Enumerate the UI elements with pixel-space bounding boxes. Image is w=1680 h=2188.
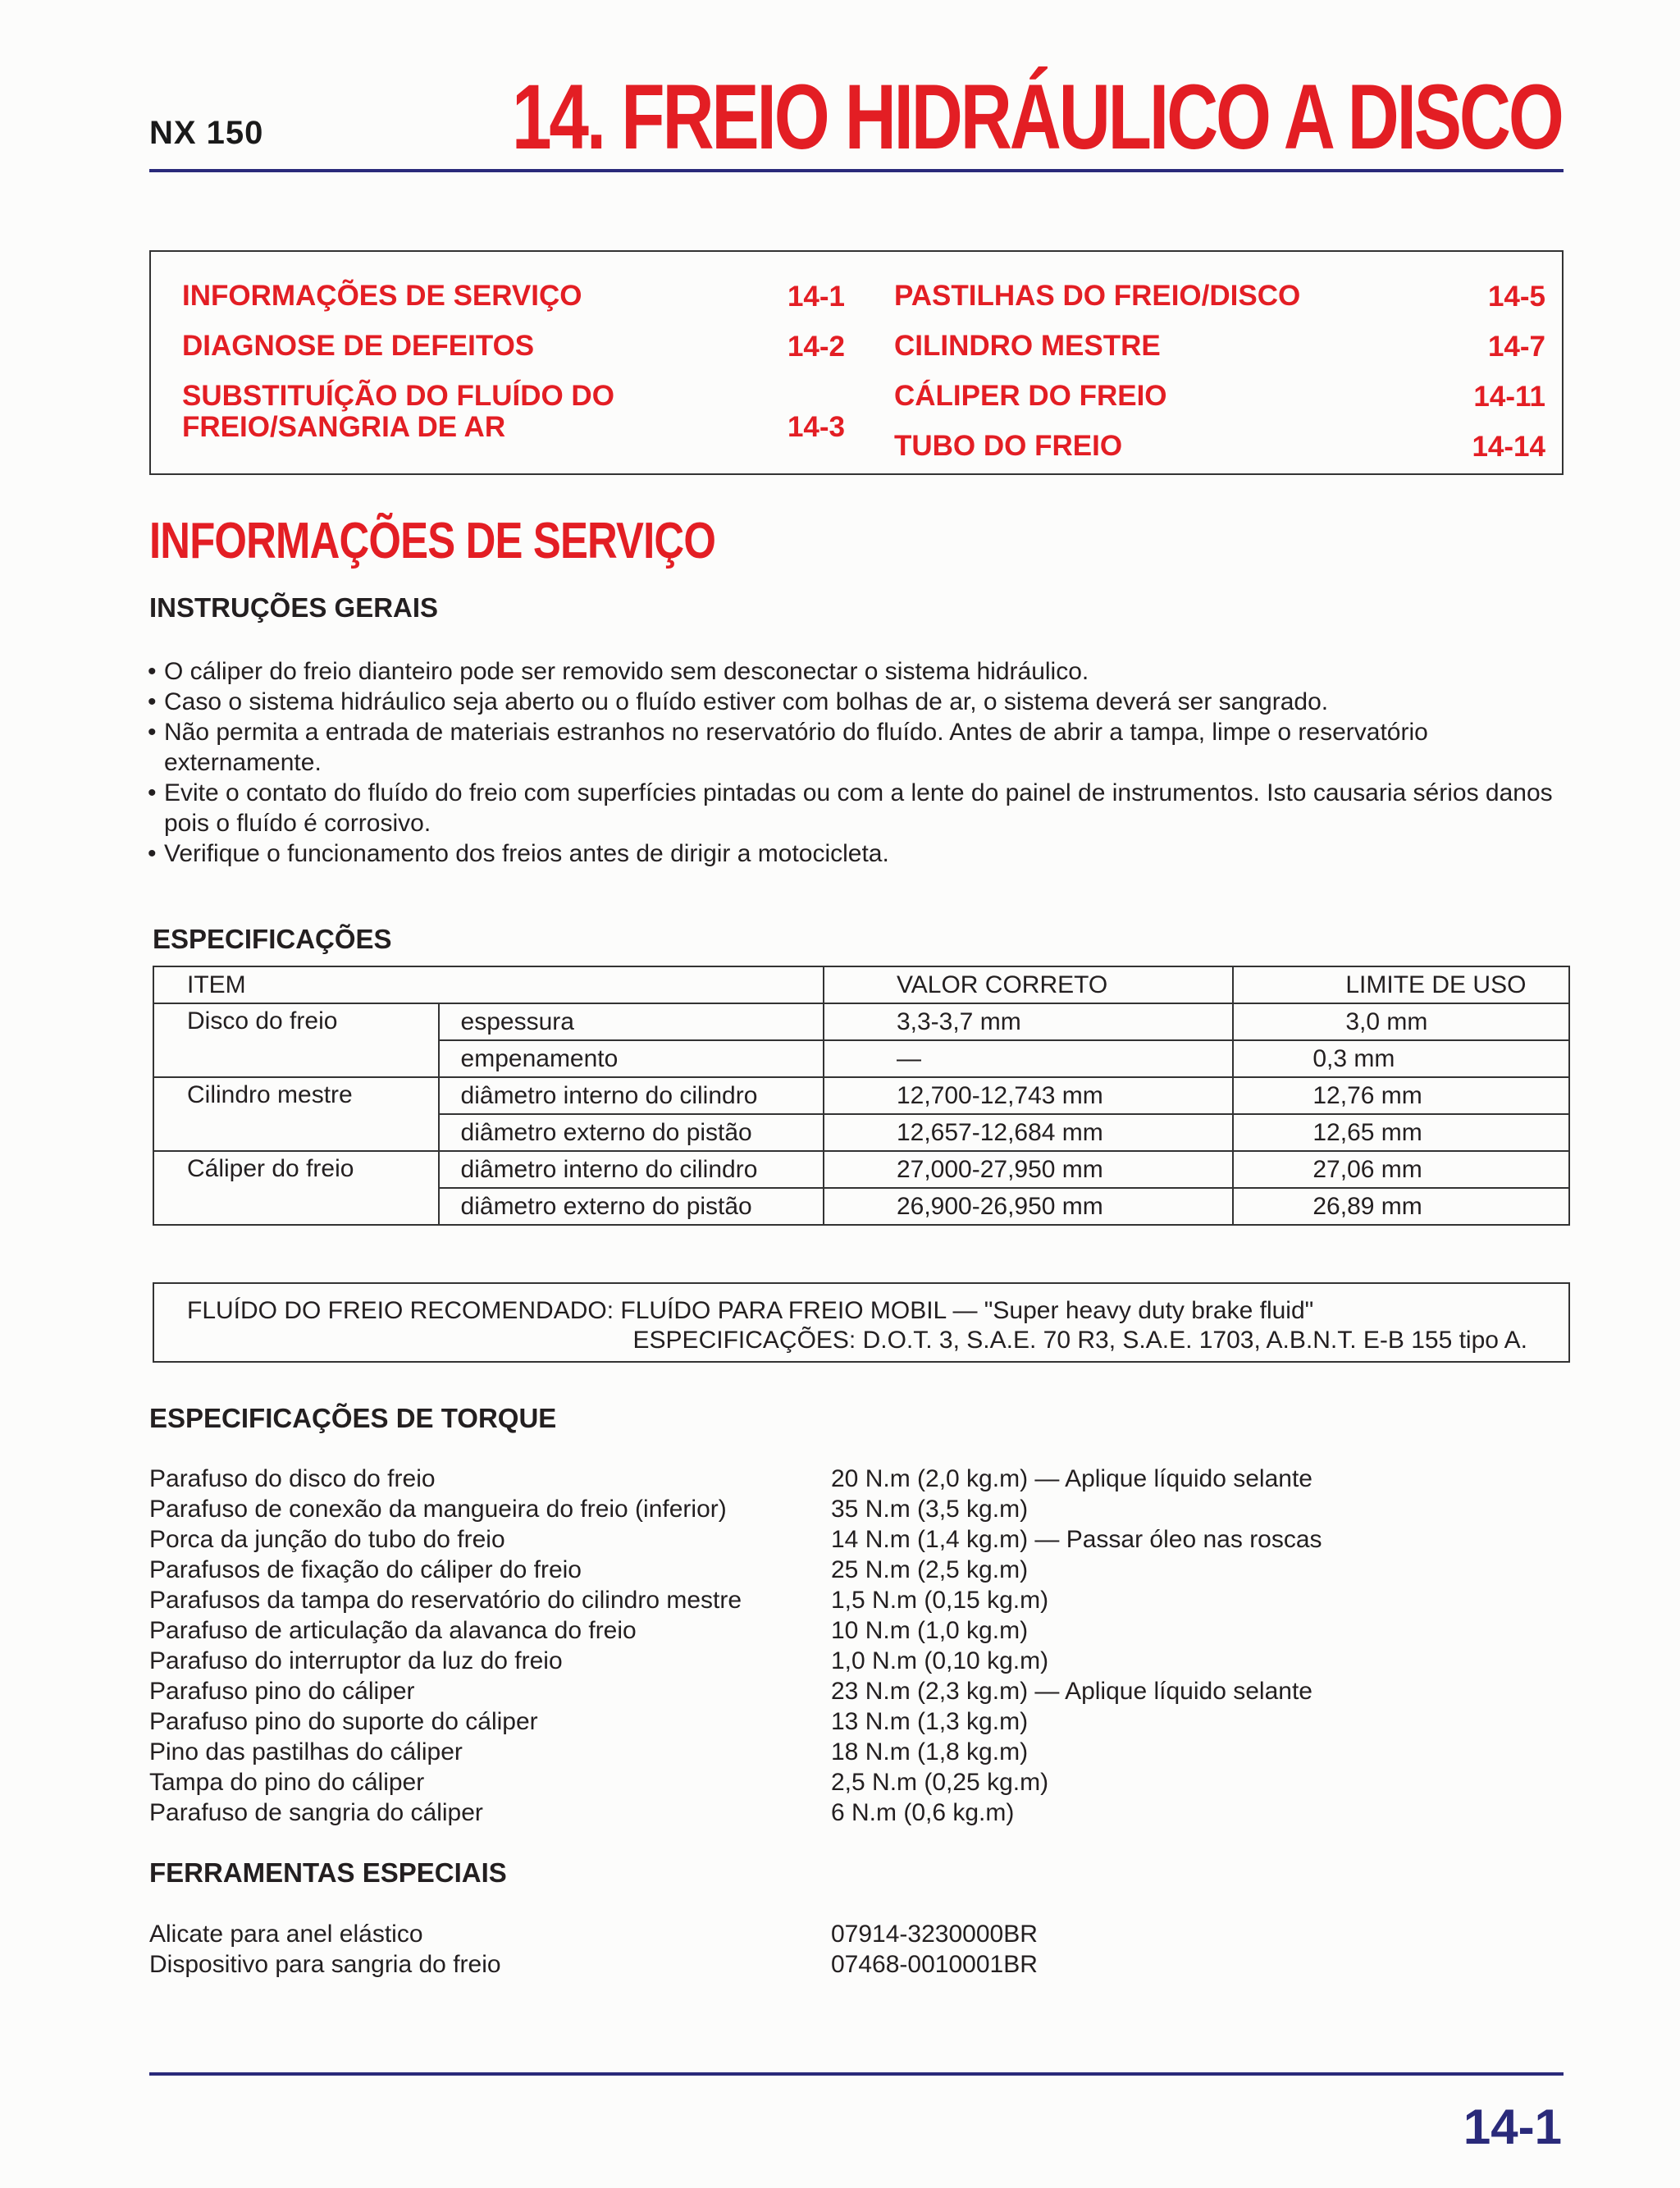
list-item: • Evite o contato do fluído do freio com superfícies pintadas ou com a lente do painel de instrumentos. Isto causaria sérios danos pois o fluído é corrosivo. — [148, 778, 1575, 838]
spec-param: diâmetro externo do pistão — [439, 1188, 824, 1225]
list-item: • Verifique o funcionamento dos freios antes de dirigir a motocicleta. — [148, 838, 1575, 869]
torque-item-value: 14 N.m (1,4 kg.m) — Passar óleo nas roscas — [831, 1526, 1322, 1553]
torque-item-value: 18 N.m (1,8 kg.m) — [831, 1738, 1029, 1765]
toc-page: 14-14 — [1472, 431, 1545, 463]
footer-rule — [149, 2072, 1564, 2076]
torque-item-name: Parafuso de sangria do cáliper — [149, 1799, 483, 1826]
spec-item: Cilindro mestre — [153, 1077, 439, 1151]
chapter-title: 14. FREIO HIDRÁULICO A DISCO — [512, 66, 1562, 168]
column-header-item: ITEM — [153, 966, 824, 1003]
spec-limit: 12,76 mm — [1233, 1077, 1569, 1114]
torque-values — [831, 1464, 1569, 1828]
tool-code: 07468-0010001BR — [831, 1951, 1038, 1978]
table-row — [153, 1003, 1569, 1040]
fluid-specifications: ESPECIFICAÇÕES: D.O.T. 3, S.A.E. 70 R3, S.A.E. 1703, A.B.N.T. E-B 155 tipo A. — [632, 1327, 1527, 1354]
tool-code: 07914-3230000BR — [831, 1921, 1038, 1948]
torque-item-name: Parafuso de articulação da alavanca do freio — [149, 1617, 637, 1644]
spec-correct: 26,900-26,950 mm — [824, 1188, 1233, 1225]
torque-item-value: 20 N.m (2,0 kg.m) — Aplique líquido selante — [831, 1465, 1312, 1492]
spec-limit: 0,3 mm — [1233, 1040, 1569, 1077]
spec-item: Cáliper do freio — [153, 1151, 439, 1225]
page-number: 14-1 — [1463, 2099, 1562, 2154]
tool-codes — [831, 1919, 1323, 1980]
torque-item-name: Tampa do pino do cáliper — [149, 1769, 425, 1796]
spec-correct: 12,657-12,684 mm — [824, 1114, 1233, 1151]
spec-item: Disco do freio — [153, 1003, 439, 1077]
toc-item-master-cylinder[interactable]: CILINDRO MESTRE — [894, 330, 1161, 362]
spec-param: diâmetro interno do cilindro — [439, 1077, 824, 1114]
recommended-fluid-box — [153, 1282, 1570, 1363]
toc-page: 14-5 — [1487, 281, 1545, 313]
spec-correct: — — [824, 1040, 1233, 1077]
toc-item-caliper[interactable]: CÁLIPER DO FREIO — [894, 380, 1167, 412]
torque-item-value: 13 N.m (1,3 kg.m) — [831, 1708, 1029, 1735]
spec-param: diâmetro interno do cilindro — [439, 1151, 824, 1188]
spec-param: diâmetro externo do pistão — [439, 1114, 824, 1151]
toc-page: 14-11 — [1473, 381, 1545, 413]
header-rule — [149, 169, 1564, 172]
torque-item-value: 10 N.m (1,0 kg.m) — [831, 1617, 1029, 1644]
toc-page: 14-7 — [1487, 331, 1545, 363]
torque-item-name: Parafuso do disco do freio — [149, 1465, 436, 1492]
spec-param: empenamento — [439, 1040, 824, 1077]
tool-names — [149, 1919, 822, 1980]
toc-item-troubleshooting[interactable]: DIAGNOSE DE DEFEITOS — [182, 330, 535, 362]
torque-item-name: Parafuso de conexão da mangueira do freio (inferior) — [149, 1496, 727, 1523]
toc-page: 14-1 — [787, 281, 845, 313]
special-tools-heading: FERRAMENTAS ESPECIAIS — [149, 1857, 507, 1888]
specifications-heading: ESPECIFICAÇÕES — [153, 924, 392, 954]
torque-names — [149, 1464, 822, 1828]
spec-correct: 3,3-3,7 mm — [824, 1003, 1233, 1040]
column-header-correct: VALOR CORRETO — [824, 966, 1233, 1003]
spec-limit: 12,65 mm — [1233, 1114, 1569, 1151]
torque-item-value: 23 N.m (2,3 kg.m) — Aplique líquido selante — [831, 1678, 1312, 1705]
list-item: • Não permita a entrada de materiais estranhos no reservatório do fluído. Antes de abrir a tampa, limpe o reservatório externamente. — [148, 717, 1575, 778]
torque-item-value: 6 N.m (0,6 kg.m) — [831, 1799, 1015, 1826]
torque-heading: ESPECIFICAÇÕES DE TORQUE — [149, 1403, 557, 1433]
table-row — [153, 1151, 1569, 1188]
torque-item-name: Parafusos da tampa do reservatório do cilindro mestre — [149, 1587, 742, 1614]
section-title: INFORMAÇÕES DE SERVIÇO — [149, 513, 716, 569]
spec-param: espessura — [439, 1003, 824, 1040]
column-header-limit: LIMITE DE USO — [1233, 966, 1569, 1003]
toc-item-pads-disc[interactable]: PASTILHAS DO FREIO/DISCO — [894, 280, 1301, 312]
toc-page: 14-2 — [787, 331, 845, 363]
torque-item-value: 25 N.m (2,5 kg.m) — [831, 1556, 1029, 1583]
tool-name: Dispositivo para sangria do freio — [149, 1951, 501, 1978]
spec-limit: 27,06 mm — [1233, 1151, 1569, 1188]
chapter-contents-box — [149, 250, 1564, 475]
list-item: • O cáliper do freio dianteiro pode ser removido sem desconectar o sistema hidráulico. — [148, 656, 1575, 687]
torque-item-value: 35 N.m (3,5 kg.m) — [831, 1496, 1029, 1523]
spec-limit: 26,89 mm — [1233, 1188, 1569, 1225]
instructions-list — [148, 656, 1575, 869]
spec-correct: 27,000-27,950 mm — [824, 1151, 1233, 1188]
spec-correct: 12,700-12,743 mm — [824, 1077, 1233, 1114]
fluid-recommendation: FLUÍDO DO FREIO RECOMENDADO: FLUÍDO PARA FREIO MOBIL — "Super heavy duty brake fluid" — [187, 1297, 1314, 1324]
toc-item-line: SUBSTITUÍÇÃO DO FLUÍDO DO — [182, 380, 614, 412]
torque-item-name: Parafuso pino do cáliper — [149, 1678, 415, 1705]
torque-item-name: Parafuso do interruptor da luz do freio — [149, 1647, 563, 1674]
torque-item-value: 2,5 N.m (0,25 kg.m) — [831, 1769, 1049, 1796]
toc-item-brake-pipe[interactable]: TUBO DO FREIO — [894, 430, 1123, 462]
torque-item-name: Porca da junção do tubo do freio — [149, 1526, 505, 1553]
toc-page: 14-3 — [787, 411, 845, 443]
spec-limit: 3,0 mm — [1233, 1003, 1569, 1040]
torque-item-name: Parafusos de fixação do cáliper do freio — [149, 1556, 582, 1583]
toc-item-fluid-replacement[interactable] — [182, 381, 614, 443]
torque-item-value: 1,5 N.m (0,15 kg.m) — [831, 1587, 1049, 1614]
torque-item-value: 1,0 N.m (0,10 kg.m) — [831, 1647, 1049, 1674]
tool-name: Alicate para anel elástico — [149, 1921, 423, 1948]
toc-item-service-info[interactable]: INFORMAÇÕES DE SERVIÇO — [182, 280, 582, 312]
list-item: • Caso o sistema hidráulico seja aberto ou o fluído estiver com bolhas de ar, o sistema deverá ser sangrado. — [148, 687, 1575, 717]
table-row — [153, 1077, 1569, 1114]
toc-item-line: FREIO/SANGRIA DE AR — [182, 411, 506, 443]
specifications-table — [153, 966, 1570, 1226]
torque-item-name: Pino das pastilhas do cáliper — [149, 1738, 463, 1765]
model-name: NX 150 — [149, 115, 264, 151]
torque-item-name: Parafuso pino do suporte do cáliper — [149, 1708, 538, 1735]
general-instructions-heading: INSTRUÇÕES GERAIS — [149, 592, 439, 623]
table-header-row — [153, 966, 1569, 1003]
